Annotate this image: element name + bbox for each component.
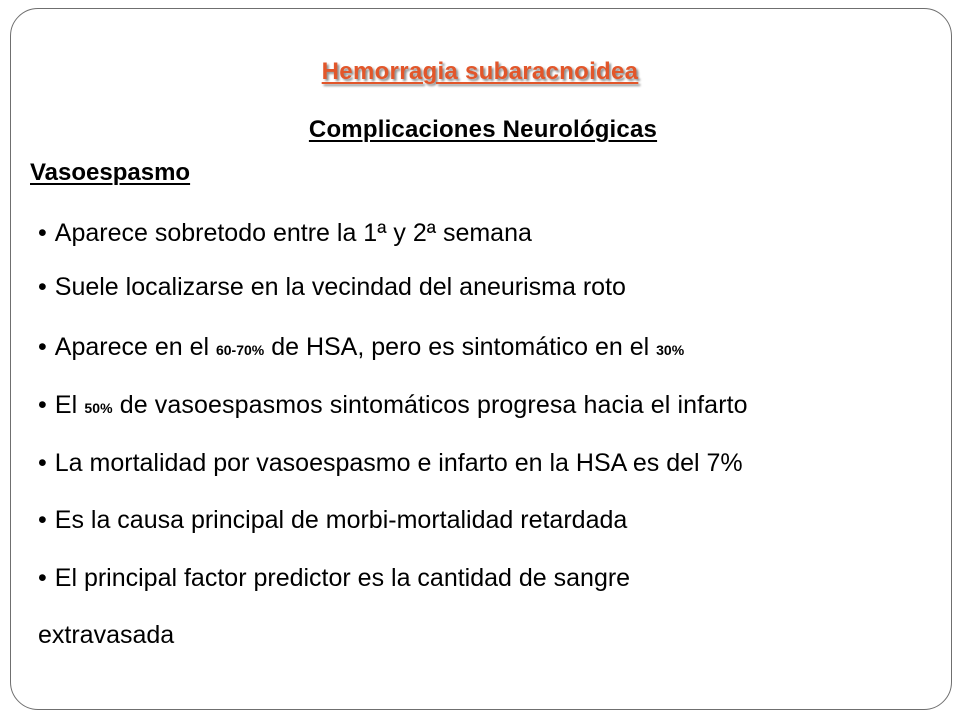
- bullet-text: de vasoespasmos sintomáticos progresa hacia el infarto: [112, 391, 748, 419]
- bullet-dot: •: [38, 219, 47, 247]
- percentage-value: 30%: [656, 342, 685, 358]
- bullet-item: [38, 218, 532, 248]
- bullet-text: de HSA, pero es sintomático en el: [264, 333, 657, 361]
- bullet-item: [38, 505, 627, 535]
- slide-title: Hemorragia subaracnoidea: [321, 58, 639, 85]
- bullet-text: El: [54, 391, 85, 419]
- percentage-value: 50%: [84, 400, 113, 416]
- bullet-item: [38, 272, 626, 302]
- bullet-dot: •: [38, 273, 47, 301]
- bullet-dot: •: [38, 564, 47, 592]
- bullet-item: [38, 563, 630, 593]
- bullet-text: Aparece en el: [54, 333, 216, 361]
- bullet-dot: •: [38, 333, 47, 361]
- bullet-item: [38, 448, 743, 478]
- bullet-dot: •: [38, 449, 47, 477]
- bullet-text: Suele localizarse en la vecindad del aneurisma roto: [54, 273, 626, 301]
- bullet-dot: •: [38, 391, 47, 419]
- bullet-item: [38, 390, 748, 423]
- bullet-text: Es la causa principal de morbi-mortalidad retardada: [54, 506, 628, 534]
- bullet-text: El principal factor predictor es la cantidad de sangre: [54, 564, 631, 592]
- bullet-continuation: extravasada: [38, 621, 175, 649]
- bullet-text: La mortalidad por vasoespasmo e infarto en la HSA es del 7%: [54, 449, 743, 477]
- percentage-value: 60-70%: [215, 342, 265, 358]
- section-heading: Vasoespasmo: [30, 159, 191, 186]
- slide-subtitle: Complicaciones Neurológicas: [308, 116, 658, 143]
- bullet-item: [38, 332, 684, 365]
- bullet-dot: •: [38, 506, 47, 534]
- bullet-text: Aparece sobretodo entre la 1ª y 2ª semana: [54, 219, 532, 247]
